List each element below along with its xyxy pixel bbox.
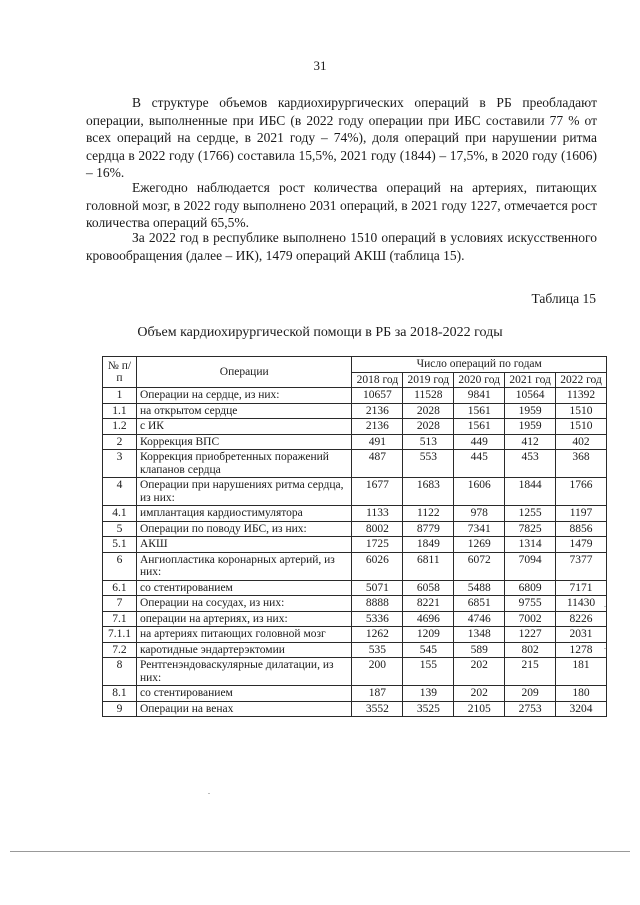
- operation-count: 402: [556, 434, 607, 450]
- operation-count: 6809: [505, 580, 556, 596]
- operation-count: 8002: [352, 521, 403, 537]
- paragraph-text: Ежегодно наблюдается рост количества операций на артериях, питающих головной мозг, в 2022 году выполнено 2031 операций, в 2021 году 1227, отмечается рост количества операций 65,5%.: [86, 180, 597, 230]
- operation-name: Операции на сосудах, из них:: [136, 596, 352, 612]
- cardiac-surgery-table: [102, 356, 607, 717]
- operation-count: 1606: [454, 478, 505, 506]
- scan-speck: [208, 793, 210, 794]
- operation-count: 1209: [403, 627, 454, 643]
- operation-name: со стентированием: [136, 686, 352, 702]
- operation-count: 2105: [454, 701, 505, 717]
- operation-count: 7094: [505, 552, 556, 580]
- operation-count: 1255: [505, 506, 556, 522]
- operation-count: 202: [454, 658, 505, 686]
- operation-count: 513: [403, 434, 454, 450]
- operation-count: 3204: [556, 701, 607, 717]
- header-year: 2020 год: [454, 372, 505, 388]
- operation-count: 1677: [352, 478, 403, 506]
- scan-speck: [604, 648, 606, 649]
- row-number: 5.1: [103, 537, 137, 553]
- row-number: 1.2: [103, 419, 137, 435]
- table-row: [103, 552, 607, 580]
- row-number: 5: [103, 521, 137, 537]
- operation-name: имплантация кардиостимулятора: [136, 506, 352, 522]
- operation-count: 215: [505, 658, 556, 686]
- operation-count: 589: [454, 642, 505, 658]
- operation-count: 8226: [556, 611, 607, 627]
- operation-name: со стентированием: [136, 580, 352, 596]
- operation-count: 1725: [352, 537, 403, 553]
- row-number: 2: [103, 434, 137, 450]
- table-row: [103, 521, 607, 537]
- table-row: [103, 701, 607, 717]
- operation-count: 7341: [454, 521, 505, 537]
- operation-count: 209: [505, 686, 556, 702]
- table-row: [103, 388, 607, 404]
- operation-count: 9841: [454, 388, 505, 404]
- operation-count: 202: [454, 686, 505, 702]
- operation-count: 4746: [454, 611, 505, 627]
- operation-count: 7002: [505, 611, 556, 627]
- paragraph-ik-operations: [86, 229, 597, 264]
- operation-count: 1314: [505, 537, 556, 553]
- row-number: 6.1: [103, 580, 137, 596]
- operation-name: Рентгенэндоваскулярные дилатации, из них:: [136, 658, 352, 686]
- operation-count: 11392: [556, 388, 607, 404]
- operation-count: 7825: [505, 521, 556, 537]
- header-year: 2022 год: [556, 372, 607, 388]
- table-row: [103, 596, 607, 612]
- operation-count: 3552: [352, 701, 403, 717]
- operation-count: 6811: [403, 552, 454, 580]
- operation-count: 535: [352, 642, 403, 658]
- operation-count: 7377: [556, 552, 607, 580]
- operation-count: 9755: [505, 596, 556, 612]
- operation-name: на артериях питающих головной мозг: [136, 627, 352, 643]
- operation-count: 187: [352, 686, 403, 702]
- table-row: [103, 580, 607, 596]
- operation-count: 1133: [352, 506, 403, 522]
- table-row: [103, 658, 607, 686]
- operation-count: 1262: [352, 627, 403, 643]
- operation-name: каротидные эндартерэктомии: [136, 642, 352, 658]
- paragraph-text: В структуре объемов кардиохирургических операций в РБ преобладают операции, выполненные при ИБС (в 2022 году операции при ИБС составили 77 % от всех операций на сердце, в 2021 году – 74%), доля операций при нарушении ритма сердца в 2022 году (1766) составила 15,5%, 2021 году (1844) – 17,5%, в 2020 году (1606) – 16%.: [86, 95, 597, 180]
- operation-count: 11430: [556, 596, 607, 612]
- row-number: 3: [103, 450, 137, 478]
- operation-count: 1227: [505, 627, 556, 643]
- operation-count: 5336: [352, 611, 403, 627]
- table-row: [103, 686, 607, 702]
- row-number: 6: [103, 552, 137, 580]
- operation-name: Ангиопластика коронарных артерий, из них:: [136, 552, 352, 580]
- row-number: 7.1.1: [103, 627, 137, 643]
- row-number: 9: [103, 701, 137, 717]
- operation-count: 6072: [454, 552, 505, 580]
- operation-count: 2028: [403, 419, 454, 435]
- operation-count: 11528: [403, 388, 454, 404]
- table-caption: Таблица 15: [531, 291, 596, 306]
- row-number: 7: [103, 596, 137, 612]
- operation-name: на открытом сердце: [136, 403, 352, 419]
- operation-count: 155: [403, 658, 454, 686]
- operation-count: 1197: [556, 506, 607, 522]
- operation-count: 10564: [505, 388, 556, 404]
- operation-count: 10657: [352, 388, 403, 404]
- operation-count: 180: [556, 686, 607, 702]
- paragraph-ibs-share: [86, 94, 597, 182]
- operation-count: 6026: [352, 552, 403, 580]
- operation-count: 487: [352, 450, 403, 478]
- operation-count: 1849: [403, 537, 454, 553]
- paragraph-brain-arteries: [86, 179, 597, 232]
- operation-count: 3525: [403, 701, 454, 717]
- header-operations: Операции: [136, 357, 352, 388]
- operation-count: 8221: [403, 596, 454, 612]
- operation-count: 139: [403, 686, 454, 702]
- operation-count: 2031: [556, 627, 607, 643]
- operation-count: 1122: [403, 506, 454, 522]
- operation-count: 8856: [556, 521, 607, 537]
- operation-name: АКШ: [136, 537, 352, 553]
- row-number: 1.1: [103, 403, 137, 419]
- operation-count: 6851: [454, 596, 505, 612]
- table-row: [103, 450, 607, 478]
- operation-name: операции на артериях, из них:: [136, 611, 352, 627]
- operation-count: 1959: [505, 403, 556, 419]
- operation-count: 1510: [556, 419, 607, 435]
- operation-name: Операции при нарушениях ритма сердца, из них:: [136, 478, 352, 506]
- row-number: 4: [103, 478, 137, 506]
- operation-count: 368: [556, 450, 607, 478]
- page-number: 31: [313, 58, 327, 73]
- table-row: [103, 419, 607, 435]
- operation-count: 181: [556, 658, 607, 686]
- table-row: [103, 627, 607, 643]
- table-row: [103, 611, 607, 627]
- operation-count: 453: [505, 450, 556, 478]
- operation-count: 7171: [556, 580, 607, 596]
- operation-count: 553: [403, 450, 454, 478]
- operation-count: 1561: [454, 403, 505, 419]
- operation-count: 5071: [352, 580, 403, 596]
- footer-rule: [10, 851, 630, 852]
- operation-count: 2753: [505, 701, 556, 717]
- operation-count: 5488: [454, 580, 505, 596]
- operation-count: 445: [454, 450, 505, 478]
- operation-count: 4696: [403, 611, 454, 627]
- operation-count: 1561: [454, 419, 505, 435]
- operation-name: с ИК: [136, 419, 352, 435]
- table-title: Объем кардиохирургической помощи в РБ за 2018-2022 годы: [137, 325, 503, 340]
- operation-name: Коррекция приобретенных поражений клапанов сердца: [136, 450, 352, 478]
- operation-count: 2028: [403, 403, 454, 419]
- operation-count: 8888: [352, 596, 403, 612]
- operation-count: 1844: [505, 478, 556, 506]
- operation-name: Операции на венах: [136, 701, 352, 717]
- row-number: 7.2: [103, 642, 137, 658]
- operation-count: 412: [505, 434, 556, 450]
- header-year-group: Число операций по годам: [352, 357, 607, 373]
- row-number: 4.1: [103, 506, 137, 522]
- scan-speck: [604, 606, 606, 607]
- operation-count: 1959: [505, 419, 556, 435]
- operation-count: 200: [352, 658, 403, 686]
- operation-count: 1766: [556, 478, 607, 506]
- operation-name: Коррекция ВПС: [136, 434, 352, 450]
- operation-count: 545: [403, 642, 454, 658]
- table-row: [103, 434, 607, 450]
- operation-count: 978: [454, 506, 505, 522]
- operation-count: 1683: [403, 478, 454, 506]
- operation-count: 8779: [403, 521, 454, 537]
- operation-count: 2136: [352, 403, 403, 419]
- header-year: 2018 год: [352, 372, 403, 388]
- operation-count: 802: [505, 642, 556, 658]
- paragraph-text: За 2022 год в республике выполнено 1510 операций в условиях искусственного кровообращения (далее – ИК), 1479 операций АКШ (таблица 15).: [86, 230, 597, 263]
- row-number: 1: [103, 388, 137, 404]
- header-num: № п/п: [103, 357, 137, 388]
- header-year: 2019 год: [403, 372, 454, 388]
- table-row: [103, 642, 607, 658]
- operation-count: 1348: [454, 627, 505, 643]
- operation-count: 1479: [556, 537, 607, 553]
- operation-count: 449: [454, 434, 505, 450]
- header-year: 2021 год: [505, 372, 556, 388]
- operation-name: Операции по поводу ИБС, из них:: [136, 521, 352, 537]
- operation-count: 491: [352, 434, 403, 450]
- row-number: 8.1: [103, 686, 137, 702]
- row-number: 7.1: [103, 611, 137, 627]
- operation-count: 1510: [556, 403, 607, 419]
- operation-count: 1269: [454, 537, 505, 553]
- operation-count: 6058: [403, 580, 454, 596]
- operation-count: 2136: [352, 419, 403, 435]
- table-row: [103, 506, 607, 522]
- row-number: 8: [103, 658, 137, 686]
- table-row: [103, 403, 607, 419]
- table-row: [103, 478, 607, 506]
- operation-count: 1278: [556, 642, 607, 658]
- table-row: [103, 537, 607, 553]
- operation-name: Операции на сердце, из них:: [136, 388, 352, 404]
